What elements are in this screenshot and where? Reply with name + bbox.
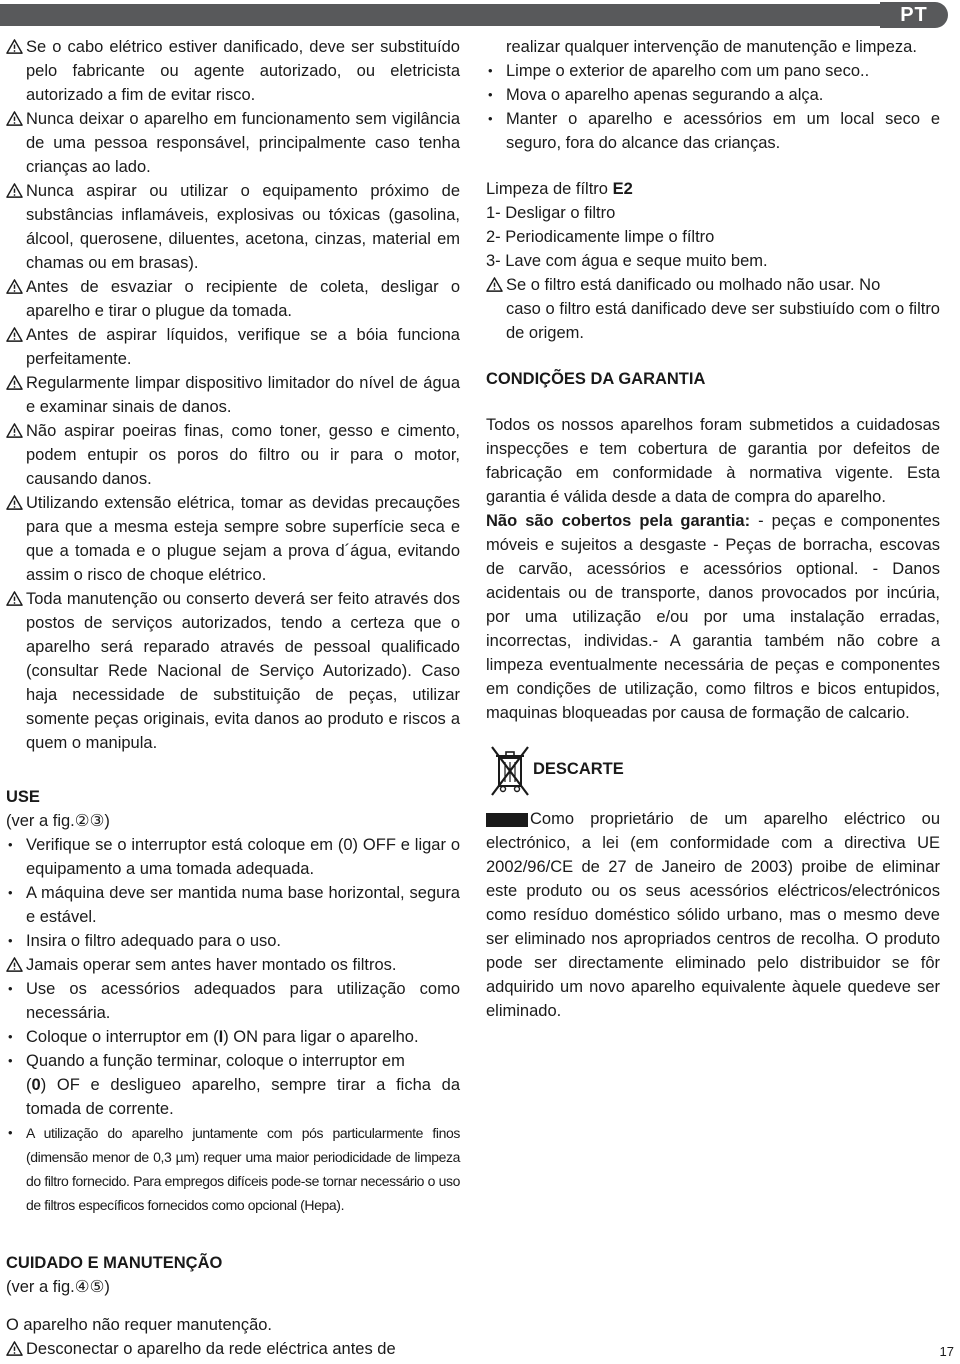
disposal-section-title: DESCARTE [533,760,624,778]
warning-item: Nunca deixar o aparelho em funcionamento sem vigilância de uma pessoa responsável, principalmente caso tenha crianças ao lado. [6,107,460,179]
warning-item: Toda manutenção ou conserto deverá ser feito através dos postos de serviços autorizados, tendo a certeza que o aparelho será reparado através de pessoal qualificado (consultar Rede Nacional de Serviço Autorizado). Caso haja necessidade de substituição de peças, utilizar somente peças originais, evita danos ao produto e riscos a quem o manipula. [6,587,460,755]
filter-step: 3- Lave com água e seque muito bem. [486,252,768,270]
filter-step: 1- Desligar o filtro [486,204,616,222]
spacer [486,345,940,367]
page-number: 17 [939,1344,954,1359]
use-list-item: • A máquina deve ser mantida numa base horizontal, segura e estável. [6,881,460,929]
warning-item: Utilizando extensão elétrica, tomar as devidas precauções para que a mesma esteja sempre sobre superfície seca e que a tomada e o plugue sejam a prova d´água, evitando assim o risco de choque elétrico. [6,491,460,587]
warning-icon [6,957,23,972]
disposal-paragraph: Como proprietário de um aparelho eléctrico ou electrónico, a lei (em conformidade com a directiva UE 2002/96/CE de 27 de Janeiro de 2003) proibe de eliminar este produto ou os seus acessórios eléctricos/electrónicos como resíduo doméstico sólido urbano, mas o mesmo deve ser eliminado nos apropriados centros de recolha. O produto pode ser directamente eliminado pelo distribuidor se fôr adquirido um novo aparelho equivalente àquele quedeve ser eliminado. [486,810,940,1020]
warning-item: Não aspirar poeiras finas, como toner, gesso e cimento, podem entupir os poros do filtro ou ir para o motor, causando danos. [6,419,460,491]
filter-step: 2- Periodicamente limpe o fíltro [486,228,715,246]
language-badge: PT [880,2,948,28]
use-list-item: • Insira o filtro adequado para o uso. [6,929,460,953]
warning-item: Se o cabo elétrico estiver danificado, deve ser substituído pelo fabricante ou agente autorizado, ou eletricista autorizado a fim de evitar risco. [6,35,460,107]
care-intro: O aparelho não requer manutenção. [6,1316,273,1334]
warranty-section-title: CONDIÇÕES DA GARANTIA [486,370,706,388]
left-column [6,35,460,1361]
care-warning: Desconectar o aparelho da rede eléctrica antes de [6,1337,460,1361]
switch-on-symbol: I [218,1028,224,1046]
filter-cleaning-title: Limpeza de fíltro E2 [486,180,633,198]
use-warning: Jamais operar sem antes haver montado os filtros. [6,953,460,977]
warning-icon [6,111,23,126]
warning-item: Antes de aspirar líquidos, verifique se a bóia funciona perfeitamente. [6,323,460,371]
spacer [486,155,940,177]
warning-icon [6,591,23,606]
use-list-item: • Use os acessórios adequados para utilização como necessária. [6,977,460,1025]
warning-icon [6,423,23,438]
care-continued: realizar qualquer intervenção de manutenção e limpeza. [506,38,917,56]
warranty-paragraph: Todos os nossos aparelhos foram submetidos a cuidadosas inspecções e tem cobertura de garantia por defeitos de fabricação em conformidade à normativa vigente. Esta garantia é válida desde a data de compra do aparelho. [486,416,940,506]
warning-item: Regularmente limpar dispositivo limitador do nível de água e examinar sinais de danos. [6,371,460,419]
care-list-item: • Manter o aparelho e acessórios em um local seco e seguro, fora do alcance das crianças. [486,107,940,155]
use-figure-reference: (ver a fig.②③) [6,812,110,830]
care-list-item: • Mova o aparelho apenas segurando a alça. [486,83,940,107]
switch-off-symbol: 0 [31,1076,41,1094]
spacer [6,755,460,785]
warning-icon [6,327,23,342]
warning-icon [486,277,503,292]
warning-icon [6,375,23,390]
filter-warning: Se o filtro está danificado ou molhado não usar. No caso o filtro está danificado deve ser substiuído com o filtro de origem. [486,273,940,345]
care-list-item: • Limpe o exterior de aparelho com um pano seco.. [486,59,940,83]
warning-icon [6,1341,23,1356]
spacer [486,725,940,745]
disposal-header [486,745,940,807]
warning-icon [6,279,23,294]
filter-code: E2 [612,180,633,198]
use-list-item: • Coloque o interruptor em (I) ON para ligar o aparelho. [6,1025,460,1049]
spacer [6,1217,460,1251]
black-bar-symbol [486,813,528,827]
warranty-exclusions-label: Não são cobertos pela garantia: [486,512,751,530]
warning-icon [6,495,23,510]
use-list-item: • Verifique se o interruptor está coloque em (0) OFF e ligar o equipamento a uma tomada adequada. [6,833,460,881]
use-list-item: • A utilização do aparelho juntamente com pós particularmente finos (dimensão menor de 0,3 µm) requer uma maior periodicidade de limpeza do filtro fornecido. Para empregos difíceis pode-se tornar necessário o uso de filtros específicos fornecidos como opcional (Hepa). [6,1121,460,1217]
crossed-bin-icon [490,745,530,799]
use-list-item: • Quando a função terminar, coloque o interruptor em (0) OF e desligueo aparelho, sempre tirar a ficha da tomada de corrente. [6,1049,460,1121]
header-bar [0,4,880,26]
warranty-exclusions: Não são cobertos pela garantia: - peças e componentes móveis e sujeitos a desgaste - Peças de borracha, escovas de carvão, acessórios e acessórios optional. - Danos acidentais ou de transporte, danos provocados por incúria, por uma utilização e/ou por uma instalação erradas, incorrectas, individas.- A garantia também não cobre a limpeza eventualmente necessária de peças e componentes em condições de utilização, como filtros e bicos entupidos, maquinas bloqueadas por causa de formação de calcario. [486,512,940,722]
spacer [6,1299,460,1313]
warning-icon [6,39,23,54]
right-column [486,35,940,1023]
warning-item: Antes de esvaziar o recipiente de coleta, desligar o aparelho e tirar o plugue da tomada. [6,275,460,323]
care-figure-reference: (ver a fig.④⑤) [6,1278,110,1296]
warning-icon [6,183,23,198]
care-section-title: CUIDADO E MANUTENÇÃO [6,1254,223,1272]
warning-item: Nunca aspirar ou utilizar o equipamento próximo de substâncias inflamáveis, explosivas ou tóxicas (gasolina, álcool, querosene, diluentes, acetona, cinzas, material em chamas ou em brasas). [6,179,460,275]
use-section-title: USE [6,788,40,806]
spacer [486,391,940,413]
